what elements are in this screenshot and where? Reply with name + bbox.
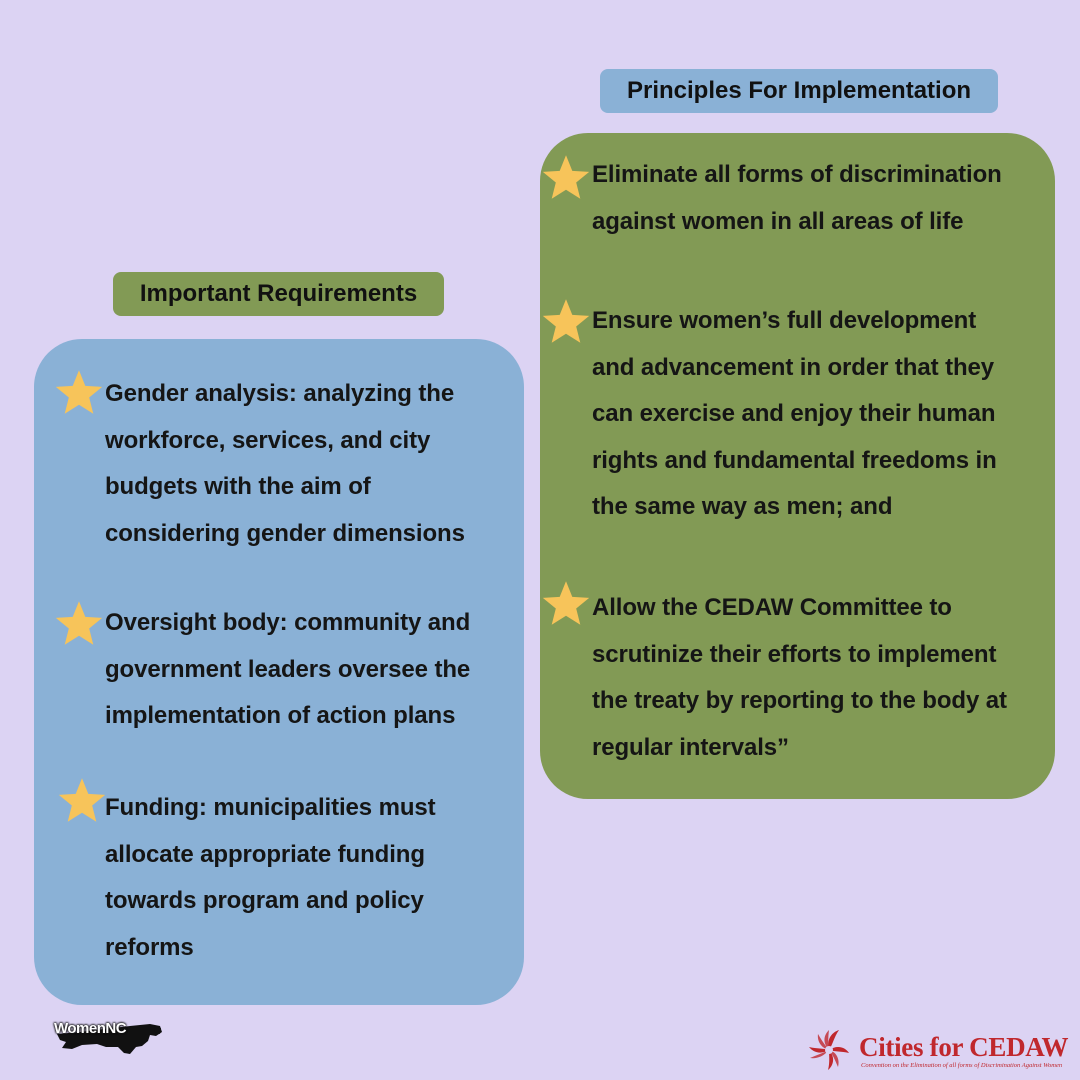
requirement-item-1-line-4: considering gender dimensions (105, 519, 465, 547)
principle-item-2-line-1: Ensure women’s full development (592, 307, 977, 334)
star-icon (540, 578, 592, 630)
star-icon (540, 296, 592, 348)
requirement-item-3-line-2: allocate appropriate funding (105, 840, 425, 868)
star-icon (53, 367, 105, 419)
requirement-item-2-line-2: government leaders oversee the (105, 655, 471, 683)
requirement-item-2-line-3: implementation of action plans (105, 702, 456, 729)
principle-item-3 (592, 585, 1007, 771)
requirement-item-3 (105, 785, 436, 971)
principle-item-2-line-4: rights and fundamental freedoms in (592, 446, 997, 474)
principle-item-3-line-1: Allow the CEDAW Committee to (592, 594, 952, 621)
requirement-item-2 (105, 600, 470, 740)
women-nc-wordmark: WomenNC (54, 1020, 127, 1037)
red-flower-icon (803, 1024, 855, 1076)
star-icon (53, 598, 105, 650)
principle-item-2-line-3: can exercise and enjoy their human (592, 400, 996, 427)
principle-item-1 (592, 152, 1002, 245)
requirement-item-1-line-3: budgets with the aim of (105, 473, 371, 500)
requirement-item-1 (105, 371, 465, 557)
principle-item-3-line-3: the treaty by reporting to the body at (592, 687, 1007, 714)
principle-item-3-line-4: regular intervals” (592, 733, 789, 761)
star-icon (540, 152, 592, 204)
women-nc-logo (52, 1016, 164, 1058)
principle-item-1-line-2: against women in all areas of life (592, 207, 964, 235)
principle-item-1-line-1: Eliminate all forms of discrimination (592, 161, 1002, 188)
cedaw-title: Cities for CEDAW (859, 1032, 1069, 1062)
requirements-title: Important Requirements (113, 272, 444, 316)
principles-title: Principles For Implementation (600, 69, 998, 113)
requirement-item-2-line-1: Oversight body: community and (105, 609, 471, 636)
star-icon (56, 775, 108, 827)
principle-item-2-line-5: the same way as men; and (592, 493, 893, 520)
requirement-item-3-line-3: towards program and policy (105, 887, 424, 914)
principle-item-3-line-2: scrutinize their efforts to implement (592, 640, 997, 668)
requirement-item-1-line-2: workforce, services, and city (105, 426, 431, 454)
cedaw-subtitle: Convention on the Elimination of all forms of Discrimination Against Women (861, 1062, 1063, 1069)
requirement-item-3-line-4: reforms (105, 933, 194, 961)
cities-for-cedaw-logo (803, 1024, 1075, 1076)
principle-item-2-line-2: and advancement in order that they (592, 353, 995, 381)
requirement-item-3-line-1: Funding: municipalities must (105, 794, 436, 821)
principle-item-2 (592, 298, 997, 531)
requirement-item-1-line-1: Gender analysis: analyzing the (105, 380, 455, 407)
